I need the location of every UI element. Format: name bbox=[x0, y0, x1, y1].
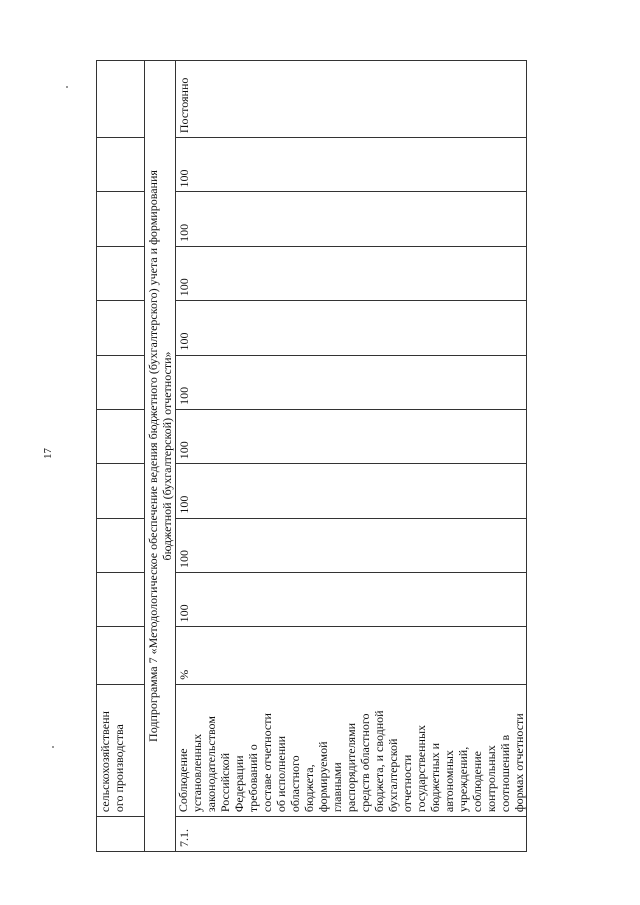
top-cell-number bbox=[97, 817, 145, 852]
subprogram-row bbox=[145, 61, 176, 852]
indicators-table bbox=[96, 60, 527, 852]
period-cell: Постоянно bbox=[176, 61, 527, 138]
value-cell: 100 bbox=[176, 572, 527, 626]
value-cell: 100 bbox=[176, 192, 527, 246]
value-cell: 100 bbox=[176, 246, 527, 300]
rotated-table-page bbox=[96, 60, 612, 852]
scan-speck bbox=[66, 86, 68, 88]
top-row bbox=[97, 61, 145, 852]
page-number: 17 bbox=[42, 448, 54, 459]
scan-speck bbox=[52, 746, 54, 748]
subprogram-title: Подпрограмма 7 «Методологическое обеспечение ведения бюджетного (бухгалтерского) учета и формирования бюджетной (бухгалтерской) отчетности» bbox=[145, 61, 176, 852]
value-cell: 100 bbox=[176, 409, 527, 463]
indicator-row bbox=[176, 61, 527, 852]
indicator-name: Соблюдение установленных законодательством Российской Федерации требований о составе отчетности об исполнении областного бюджета, формируемой главными распорядителями средств областного бюджета, и сводной бухгалтерской отчетности государственных бюджетных и автономных учреждений, соблюдение контрольных соотношений в формах отчетности bbox=[176, 684, 527, 816]
value-cell: 100 bbox=[176, 464, 527, 518]
value-cell: 100 bbox=[176, 138, 527, 192]
value-cell: 100 bbox=[176, 355, 527, 409]
top-cell-text: сельскохозяйственн ого производства bbox=[97, 684, 145, 816]
value-cell: 100 bbox=[176, 301, 527, 355]
unit-cell: % bbox=[176, 627, 527, 684]
row-number: 7.1. bbox=[176, 817, 527, 852]
value-cell: 100 bbox=[176, 518, 527, 572]
